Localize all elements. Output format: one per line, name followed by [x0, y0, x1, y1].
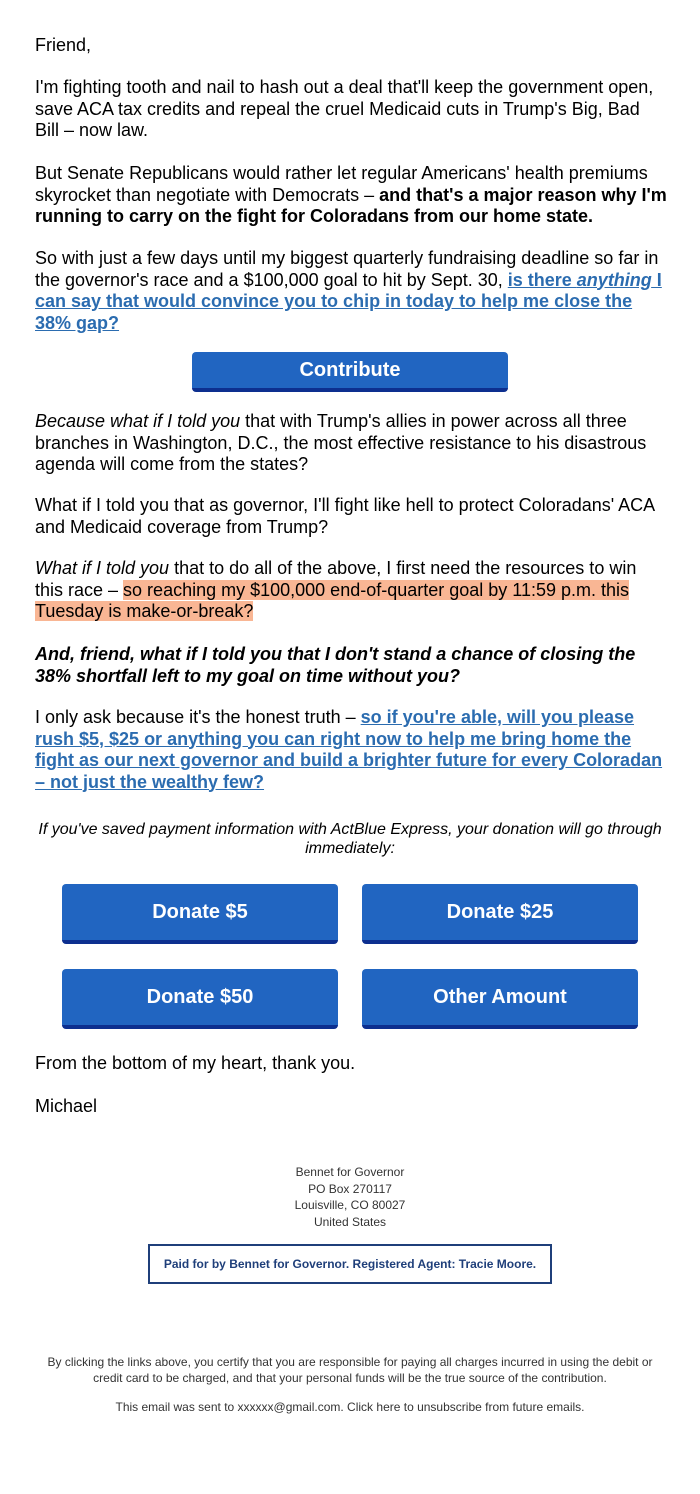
- unsubscribe-notice[interactable]: This email was sent to xxxxxx@gmail.com. Click here to unsubscribe from future emails.: [115, 1400, 585, 1414]
- donate-5-button[interactable]: Donate $5: [62, 884, 338, 944]
- paid-for-disclaimer: Paid for by Bennet for Governor. Registered Agent: Tracie Moore.: [148, 1244, 552, 1284]
- paragraph-2-text: But Senate Republicans would rather let regular Americans' health premiums skyrocket than negotiate with Democrats –: [35, 163, 648, 205]
- paragraph-3: [35, 248, 667, 334]
- footer-country: United States: [313, 1214, 387, 1229]
- certification-disclaimer: By clicking the links above, you certify that you are responsible for paying all charges incurred in using the debit or credit card to be charged, and that your personal funds will be the true source of the contribution.: [47, 1355, 653, 1385]
- chip-in-link[interactable]: is there anything I can say that would convince you to chip in today to help me close the 38% gap?: [35, 269, 662, 333]
- paragraph-8-text: I only ask because it's the honest truth –: [35, 707, 361, 727]
- footer-address: [0, 1164, 700, 1230]
- footer-pobox: PO Box 270117: [308, 1181, 392, 1196]
- paragraph-3-text: So with just a few days until my biggest quarterly fundraising deadline so far in the governor's race and a $100,000 goal to hit by Sept. 30,: [35, 248, 659, 290]
- paragraph-4-text: that with Trump's allies in power across all three branches in Washington, D.C., the most effective resistance to his disastrous agenda will come from the states?: [35, 411, 647, 474]
- paragraph-6-text: that to do all of the above, I first need the resources to win this race –: [35, 558, 637, 600]
- donate-50-button[interactable]: Donate $50: [62, 969, 338, 1029]
- paragraph-7: And, friend, what if I told you that I don't stand a chance of closing the 38% shortfall left to my goal on time without you?: [35, 644, 636, 686]
- rush-donation-link[interactable]: so if you're able, will you please rush $5, $25 or anything you can right now to help me bring home the fight as our next governor and build a brighter future for every Coloradan – not just the wealthy few?: [35, 707, 663, 792]
- signature: Michael: [35, 1096, 98, 1116]
- paragraph-8: [35, 707, 667, 793]
- closing-line: From the bottom of my heart, thank you.: [35, 1053, 356, 1073]
- paragraph-6-emphasis: What if I told you: [35, 558, 170, 578]
- footer-city: Louisville, CO 80027: [294, 1198, 406, 1212]
- paragraph-5: What if I told you that as governor, I'll fight like hell to protect Coloradans' ACA and Medicaid coverage from Trump?: [35, 495, 655, 537]
- paragraph-4-emphasis: Because what if I told you: [35, 411, 241, 431]
- deadline-highlight: so reaching my $100,000 end-of-quarter goal by 11:59 p.m. this Tuesday is make-or-break?: [35, 579, 630, 621]
- paragraph-1: I'm fighting tooth and nail to hash out a deal that'll keep the government open, save ACA tax credits and repeal the cruel Medicaid cuts in Trump's Big, Bad Bill – now law.: [35, 77, 654, 140]
- paragraph-4: [35, 411, 667, 476]
- paragraph-2-bold: and that's a major reason why I'm running to carry on the fight for Coloradans from our home state.: [35, 184, 667, 226]
- paragraph-2: [35, 163, 667, 228]
- paragraph-6: [35, 558, 667, 623]
- contribute-button[interactable]: Contribute: [192, 352, 508, 392]
- footer-org: Bennet for Governor: [295, 1165, 405, 1179]
- donate-25-button[interactable]: Donate $25: [362, 884, 638, 944]
- other-amount-button[interactable]: Other Amount: [362, 969, 638, 1029]
- actblue-express-note: If you've saved payment information with ActBlue Express, your donation will go through immediately:: [38, 821, 662, 857]
- greeting: Friend,: [35, 35, 92, 55]
